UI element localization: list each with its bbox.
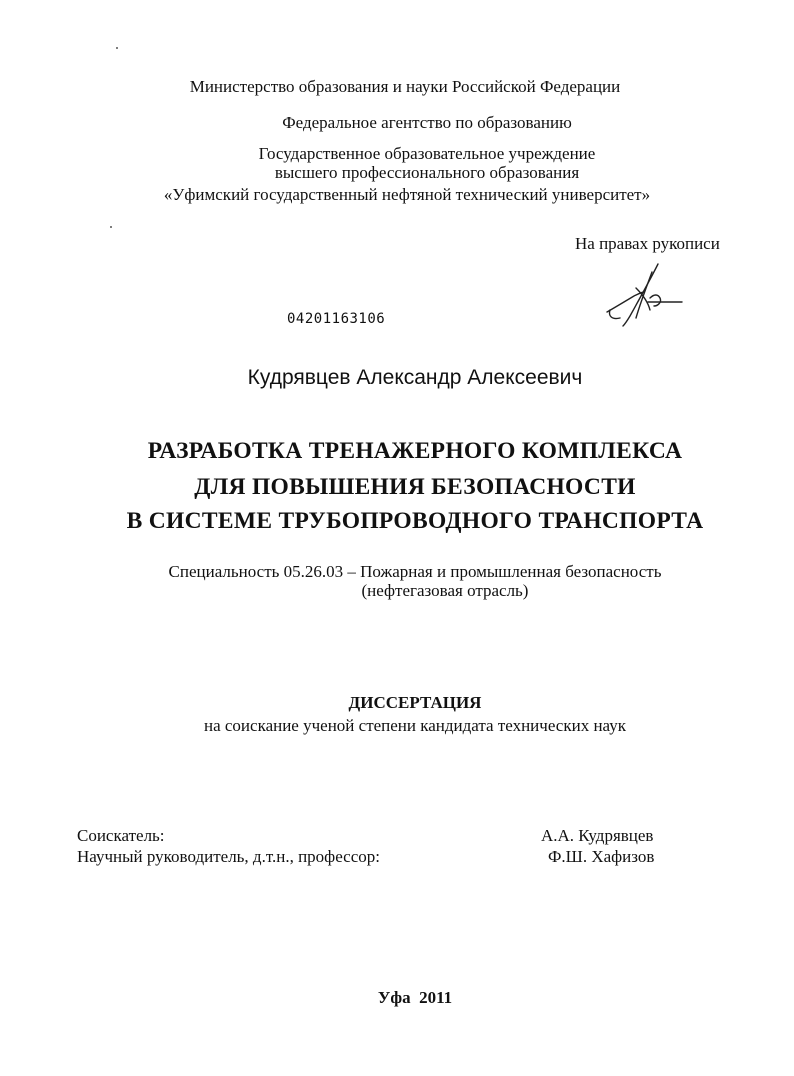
title-line-1: РАЗРАБОТКА ТРЕНАЖЕРНОГО КОМПЛЕКСА — [147, 438, 683, 464]
university-line: «Уфимский государственный нефтяной технический университет» — [163, 185, 651, 204]
supervisor-name: Ф.Ш. Хафизов — [548, 847, 655, 866]
author-name: Кудрявцев Александр Алексеевич — [247, 366, 583, 389]
agency-line: Федеральное агентство по образованию — [282, 113, 572, 132]
specialty-line-2: (нефтегазовая отрасль) — [361, 581, 529, 600]
scan-speck — [110, 226, 112, 228]
catalog-number: 04201163106 — [287, 311, 386, 327]
manuscript-note: На правах рукописи — [575, 234, 720, 253]
applicant-name: А.А. Кудрявцев — [541, 826, 654, 845]
institution-line-2: высшего профессионального образования — [274, 163, 580, 182]
supervisor-label: Научный руководитель, д.т.н., профессор: — [77, 847, 380, 866]
institution-line-1: Государственное образовательное учреждение — [258, 144, 596, 163]
specialty-line-1: Специальность 05.26.03 – Пожарная и промышленная безопасность — [168, 562, 662, 581]
title-line-2: ДЛЯ ПОВЫШЕНИЯ БЕЗОПАСНОСТИ — [194, 474, 636, 500]
handwritten-signature — [600, 258, 710, 338]
title-line-3: В СИСТЕМЕ ТРУБОПРОВОДНОГО ТРАНСПОРТА — [126, 508, 704, 534]
city-year: Уфа 2011 — [377, 988, 453, 1007]
document-type: ДИССЕРТАЦИЯ — [348, 693, 482, 712]
scan-speck — [116, 47, 118, 49]
degree-line: на соискание ученой степени кандидата технических наук — [203, 716, 626, 735]
ministry-line: Министерство образования и науки Российской Федерации — [189, 77, 621, 96]
applicant-label: Соискатель: — [77, 826, 165, 845]
